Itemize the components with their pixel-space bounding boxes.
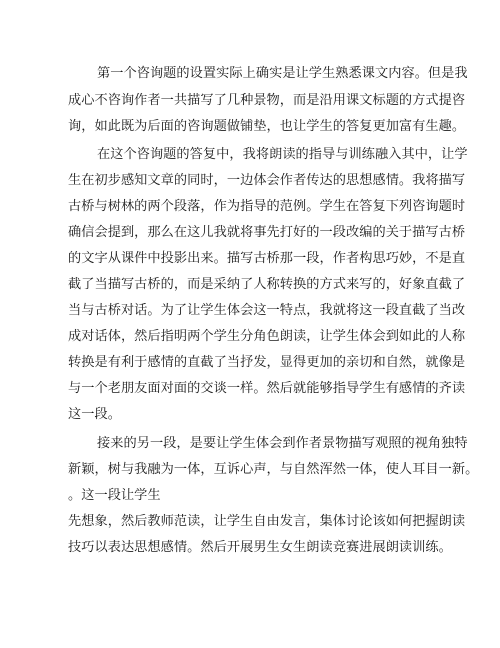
text-line: 当与古桥对话。为了让学生体会这一特点，我就将这一段直截了当改 [68,303,466,318]
text-line: 古桥与树林的两个段落，作为指导的范例。学生在答复下列咨询题时 [68,199,466,214]
text-line: 在这个咨询题的答复中，我将朗读的指导与训练融入其中，让学 [97,147,468,162]
text-line: 确信会提到，那么在这儿我就将事先打好的一段改编的关于描写古桥 [68,225,466,240]
text-line: 的文字从课件中投影出来。描写古桥那一段，作者构思巧妙，不是直 [68,251,466,266]
text-line: 成对话体，然后指明两个学生分角色朗读，让学生体会到如此的人称 [68,329,466,344]
text-line: 生在初步感知文章的同时，一边体会作者传达的思想感情。我将描写 [68,173,466,188]
text-line: 转换是有利于感情的直截了当抒发，显得更加的亲切和自然，就像是 [68,355,466,370]
text-line: 成心不咨询作者一共描写了几种景物，而是沿用课文标题的方式提咨 [68,93,466,108]
text-line: 与一个老朋友面对面的交谈一样。然后就能够指导学生有感情的齐读 [68,381,466,396]
text-line: 接来的另一段，是要让学生体会到作者景物描写观照的视角独特 [97,436,468,451]
text-line: 这一段。 [68,407,121,422]
text-line: 技巧以表达思想感情。然后开展男生女生朗读竞赛进展朗读训练。 [68,540,452,555]
text-line: 截了当描写古桥的，而是采纳了人称转换的方式来写的，好象直截了 [68,277,466,292]
text-line: 第一个咨询题的设置实际上确实是让学生熟悉课文内容。但是我 [97,66,468,81]
text-line: 。这一段让学生 [68,488,161,503]
text-line: 先想象，然后教师范读，让学生自由发言，集体讨论该如何把握朗读 [68,514,466,529]
text-line: 询，如此既为后面的咨询题做铺垫，也让学生的答复更加富有生趣。 [68,119,466,134]
text-line: 新颖，树与我融为一体，互诉心声，与自然浑然一体，使人耳目一新。 [68,462,479,477]
